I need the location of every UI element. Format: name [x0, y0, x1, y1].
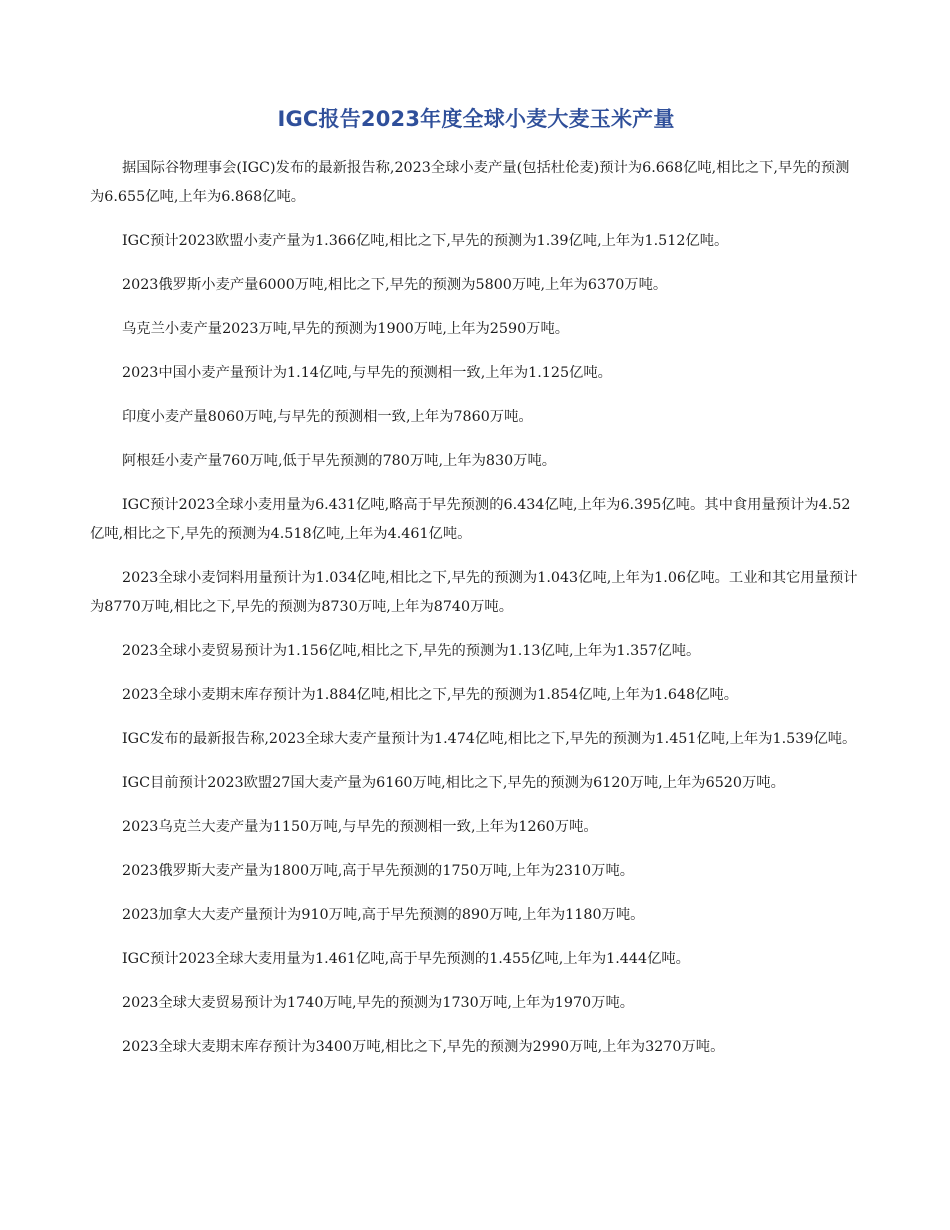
- paragraph-ukraine-wheat: 乌克兰小麦产量2023万吨,早先的预测为1900万吨,上年为2590万吨。: [122, 321, 570, 337]
- paragraph-eu-barley: IGC目前预计2023欧盟27国大麦产量为6160万吨,相比之下,早先的预测为6120万吨,上年为6520万吨。: [122, 775, 785, 791]
- paragraph-russia-barley: 2023俄罗斯大麦产量为1800万吨,高于早先预测的1750万吨,上年为2310万吨。: [122, 863, 635, 879]
- paragraph-eu-wheat: IGC预计2023欧盟小麦产量为1.366亿吨,相比之下,早先的预测为1.39亿吨,上年为1.512亿吨。: [122, 233, 729, 249]
- paragraph-wheat-trade: 2023全球小麦贸易预计为1.156亿吨,相比之下,早先的预测为1.13亿吨,上年为1.357亿吨。: [122, 643, 701, 659]
- document-body: [90, 154, 862, 1062]
- paragraph-barley-ending-stocks: 2023全球大麦期末库存预计为3400万吨,相比之下,早先的预测为2990万吨,上年为3270万吨。: [122, 1039, 725, 1055]
- paragraph-barley-trade: 2023全球大麦贸易预计为1740万吨,早先的预测为1730万吨,上年为1970万吨。: [122, 995, 635, 1011]
- paragraph-argentina-wheat: 阿根廷小麦产量760万吨,低于早先预测的780万吨,上年为830万吨。: [122, 453, 557, 469]
- paragraph-wheat-feed-usage: 2023全球小麦饲料用量预计为1.034亿吨,相比之下,早先的预测为1.043亿吨,上年为1.06亿吨。工业和其它用量预计为8770万吨,相比之下,早先的预测为8730万吨,上年为8740万吨。: [90, 570, 858, 615]
- paragraph-russia-wheat: 2023俄罗斯小麦产量6000万吨,相比之下,早先的预测为5800万吨,上年为6370万吨。: [122, 277, 668, 293]
- paragraph-global-wheat-usage: IGC预计2023全球小麦用量为6.431亿吨,略高于早先预测的6.434亿吨,上年为6.395亿吨。其中食用量预计为4.52亿吨,相比之下,早先的预测为4.518亿吨,上年为4.461亿吨。: [90, 497, 851, 542]
- paragraph-ukraine-barley: 2023乌克兰大麦产量为1150万吨,与早先的预测相一致,上年为1260万吨。: [122, 819, 598, 835]
- paragraph-india-wheat: 印度小麦产量8060万吨,与早先的预测相一致,上年为7860万吨。: [122, 409, 533, 425]
- paragraph-canada-barley: 2023加拿大大麦产量预计为910万吨,高于早先预测的890万吨,上年为1180万吨。: [122, 907, 645, 923]
- paragraph-china-wheat: 2023中国小麦产量预计为1.14亿吨,与早先的预测相一致,上年为1.125亿吨。: [122, 365, 612, 381]
- paragraph-global-barley-usage: IGC预计2023全球大麦用量为1.461亿吨,高于早先预测的1.455亿吨,上年为1.444亿吨。: [122, 951, 690, 967]
- paragraph-wheat-ending-stocks: 2023全球小麦期末库存预计为1.884亿吨,相比之下,早先的预测为1.854亿吨,上年为1.648亿吨。: [122, 687, 739, 703]
- document-title: IGC报告2023年度全球小麦大麦玉米产量: [277, 107, 675, 131]
- paragraph-global-barley-production: IGC发布的最新报告称,2023全球大麦产量预计为1.474亿吨,相比之下,早先的预测为1.451亿吨,上年为1.539亿吨。: [122, 731, 857, 747]
- paragraph-global-wheat-production: 据国际谷物理事会(IGC)发布的最新报告称,2023全球小麦产量(包括杜伦麦)预计为6.668亿吨,相比之下,早先的预测为6.655亿吨,上年为6.868亿吨。: [90, 160, 850, 205]
